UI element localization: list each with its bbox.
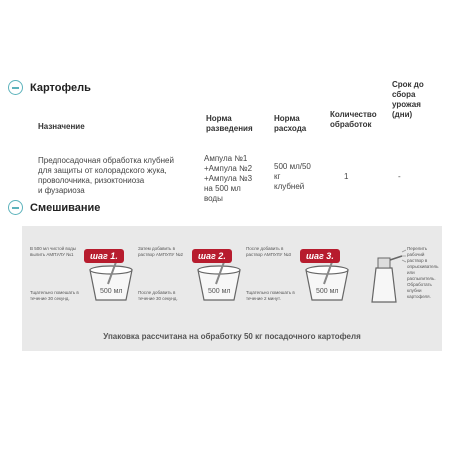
section-header-potato[interactable] — [8, 80, 91, 95]
header-dilution-rate: Норма разведения — [206, 114, 253, 133]
cell-treatments: 1 — [344, 172, 349, 181]
minus-circle-icon[interactable] — [8, 200, 23, 215]
cell-dilution-rate: Ампула №1 +Ампула №2 +Ампула №3 на 500 мл воды — [204, 154, 253, 203]
mixing-caption: Упаковка рассчитана на обработку 50 кг посадочного картофеля — [103, 332, 361, 341]
sprayer-icon — [362, 246, 406, 306]
mixing-instructions-image: В 500 мл чистой воды вылить АМПУЛУ №1 Тщательно помешать в течение 30 секунд. 500 мл шаг 1. Затем добавить в раствор АМПУЛУ №2 После добавить в течение 30 секунд. 500 мл шаг 2. После добавить в раствор АМПУЛУ №3 Тщательно помешать в течение 2 минут. 500 мл шаг 3. Перелить рабочий раствор в опрыскиватель или распылитель. Обработать клубни картофеля. Упаковка рассчитана на обработку 50 кг посадочного картофеля — [22, 226, 442, 351]
header-consumption-rate: Норма расхода — [274, 114, 307, 133]
mixing-step-2: Затем добавить в раствор АМПУЛУ №2 После добавить в течение 30 секунд. 500 мл шаг 2. — [138, 246, 268, 326]
step-badge: шаг 1. — [84, 249, 124, 263]
mixing-step-1: В 500 мл чистой воды вылить АМПУЛУ №1 Тщательно помешать в течение 30 секунд. 500 мл шаг 1. — [30, 246, 160, 326]
header-treatments: Количество обработок — [330, 110, 377, 129]
cell-harvest: - — [398, 172, 401, 181]
section-title: Картофель — [30, 81, 91, 94]
cell-purpose: Предпосадочная обработка клубней для защиты от колорадского жука, проволочника, ризоктониоза и фузариоза — [38, 156, 174, 195]
header-harvest: Срок до сбора урожая (дни) — [392, 80, 424, 119]
minus-circle-icon[interactable] — [8, 80, 23, 95]
section-title: Смешивание — [30, 201, 101, 214]
bowl-icon — [302, 262, 352, 304]
mixing-step-3: После добавить в раствор АМПУЛУ №3 Тщательно помешать в течение 2 минут. 500 мл шаг 3. — [246, 246, 376, 326]
cell-consumption-rate: 500 мл/50 кг клубней — [274, 162, 311, 191]
step-badge: шаг 3. — [300, 249, 340, 263]
bowl-icon — [86, 262, 136, 304]
bowl-icon — [194, 262, 244, 304]
section-header-mixing[interactable] — [8, 200, 100, 215]
step-badge: шаг 2. — [192, 249, 232, 263]
header-purpose: Назначение — [38, 122, 85, 131]
